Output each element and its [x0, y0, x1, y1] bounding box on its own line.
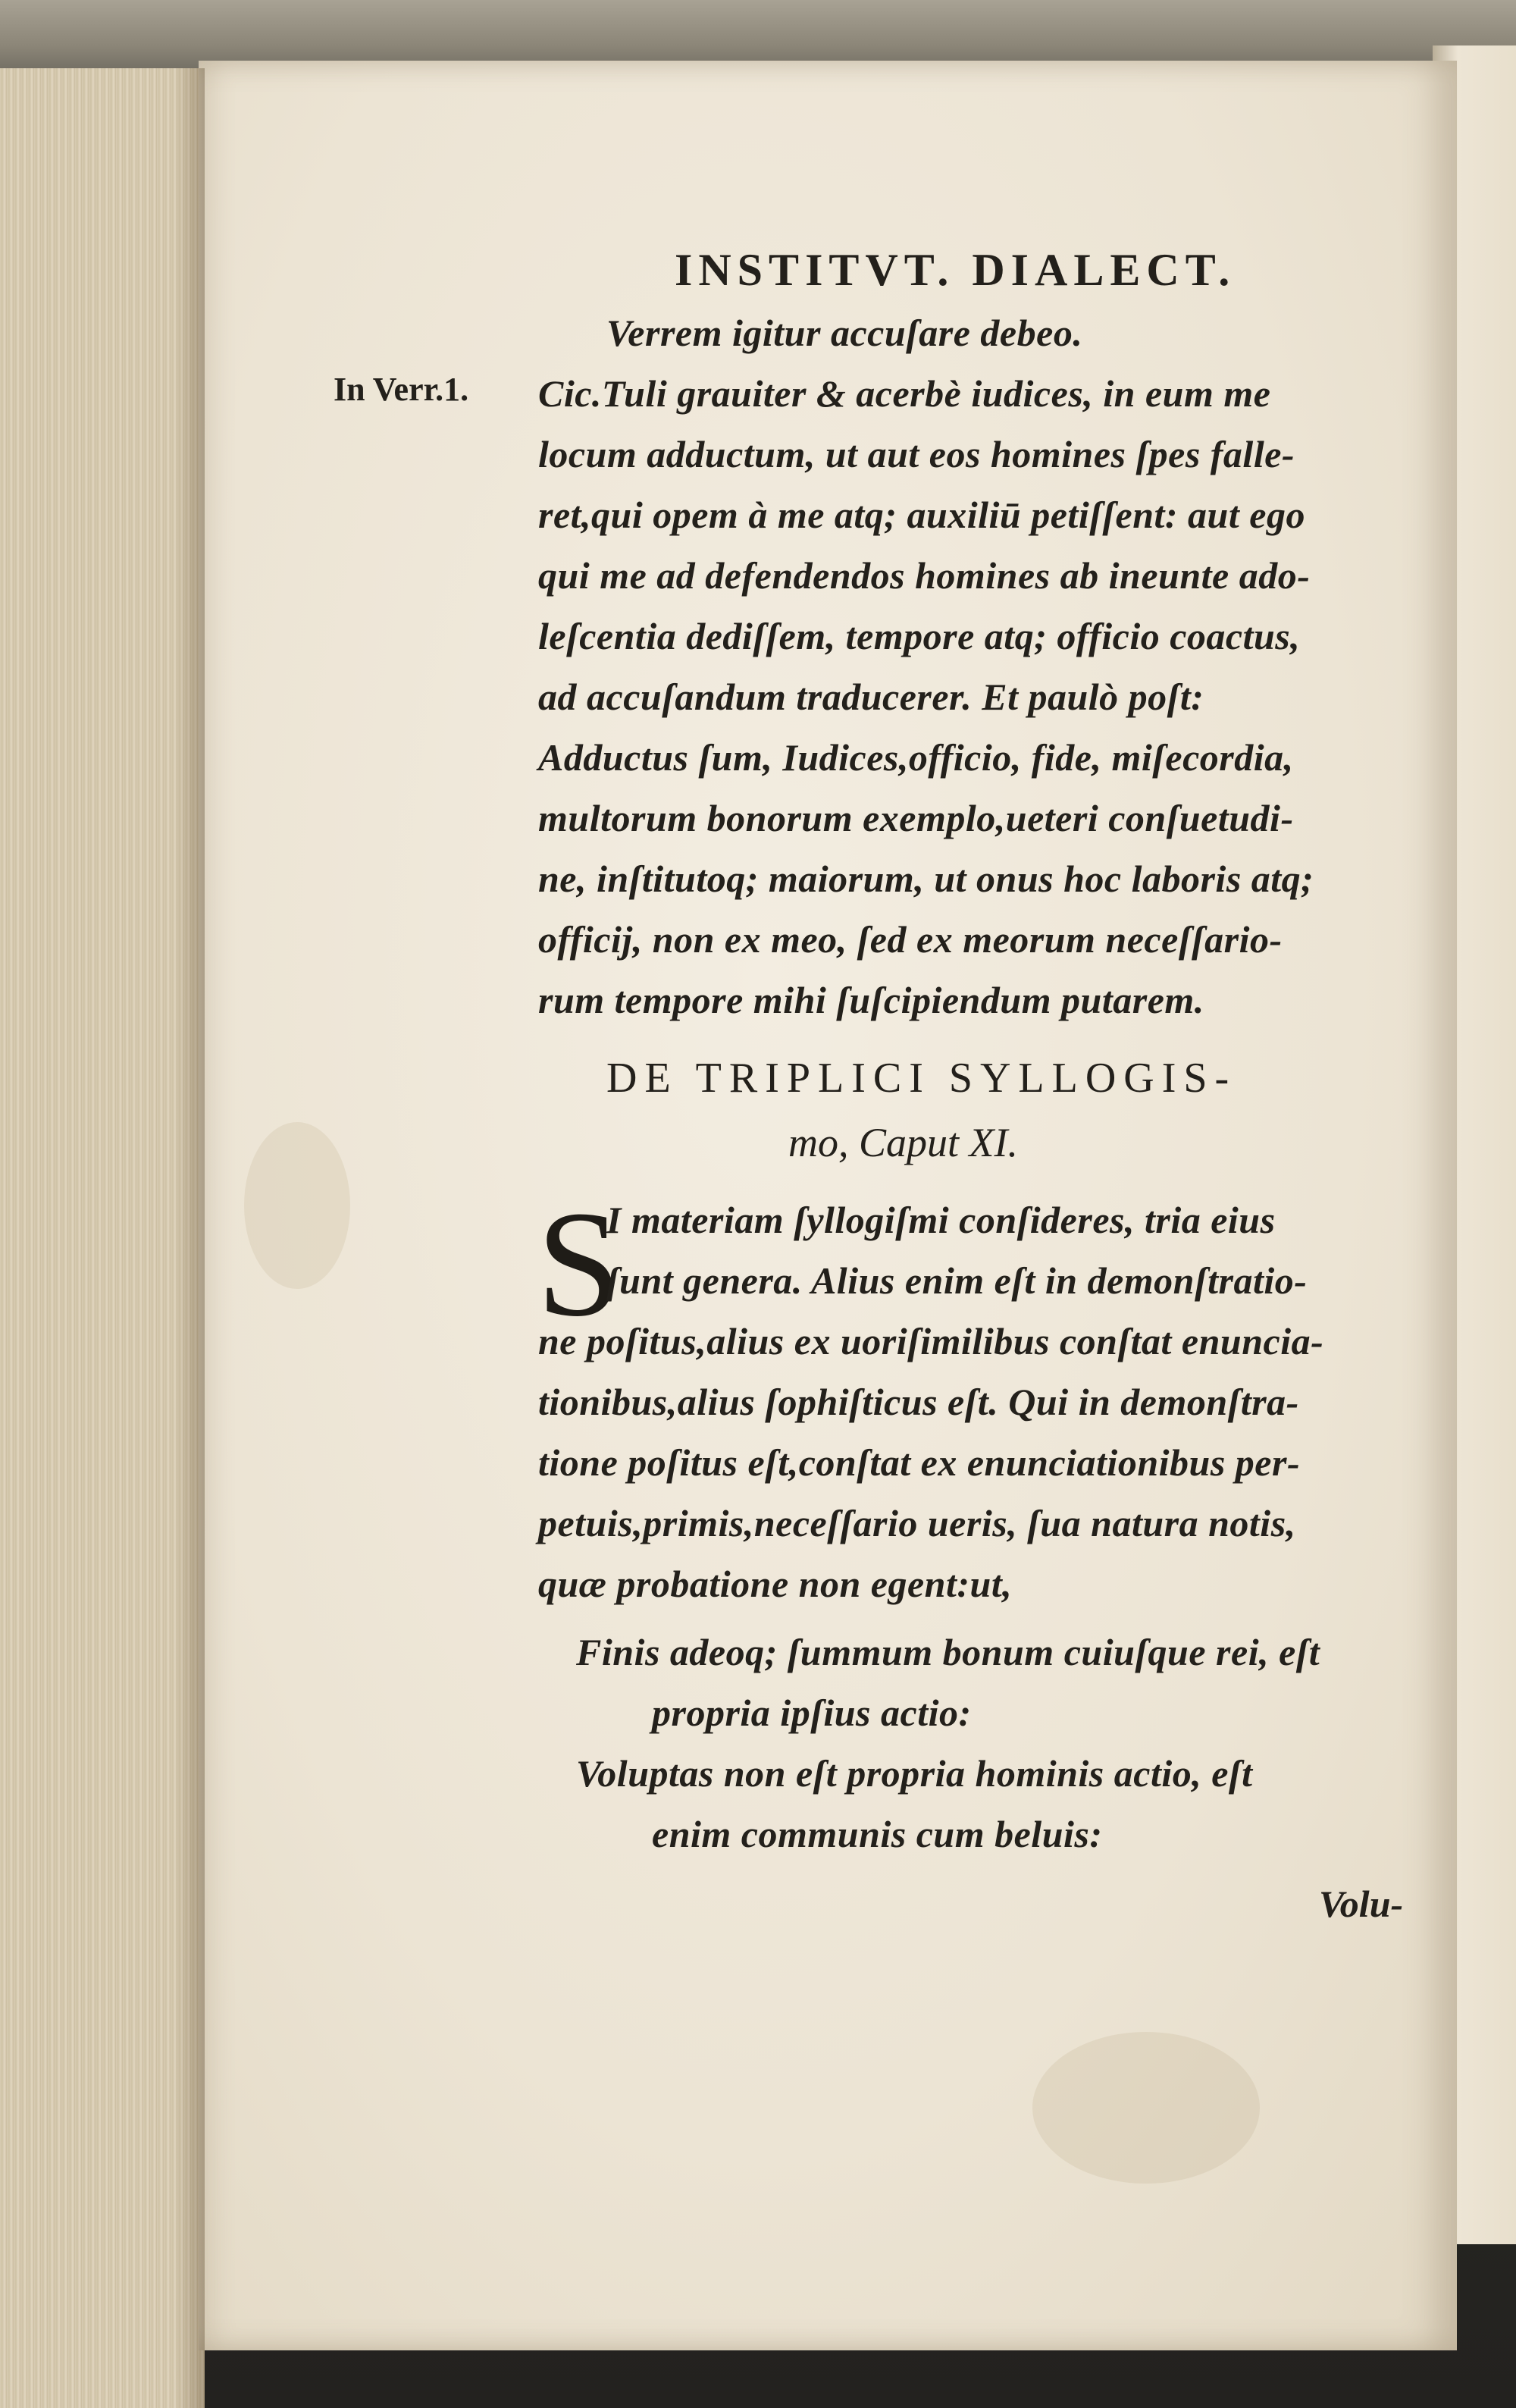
catchword: Volu-	[1319, 1883, 1404, 1925]
text-line: tionibus,alius ſophiſticus eſt. Qui in demonſtra-	[538, 1381, 1299, 1423]
margin-note: In Verr.1.	[334, 371, 469, 408]
text-line: ne, inſtitutoq; maiorum, ut onus hoc laboris atq;	[538, 858, 1314, 900]
text-line: ret,qui opem à me atq; auxiliū petiſſent: aut ego	[538, 494, 1305, 536]
example-line: Finis adeoq; ſummum bonum cuiuſque rei, eſt	[576, 1631, 1320, 1673]
text-line: Adductus ſum, Iudices,officio, fide, miſecordia,	[538, 736, 1294, 779]
text-line: qui me ad defendendos homines ab ineunte ado-	[538, 554, 1311, 597]
text-line: ad accuſandum traducerer. Et paulò poſt:	[538, 676, 1204, 718]
text-line: rum tempore mihi ſuſcipiendum putarem.	[538, 979, 1204, 1021]
text-line: Cic.Tuli grauiter & acerbè iudices, in eum me	[538, 372, 1271, 415]
text-line: officij, non ex meo, ſed ex meorum neceſſario-	[538, 918, 1283, 961]
text-line: ſunt genera. Alius enim eſt in demonſtratio-	[606, 1259, 1308, 1302]
gutter-shadow	[174, 68, 205, 2408]
text-line: locum adductum, ut aut eos homines ſpes falle-	[538, 433, 1295, 475]
text-line: petuis,primis,neceſſario ueris, ſua natura notis,	[538, 1502, 1296, 1544]
text-line: Verrem igitur accuſare debeo.	[606, 312, 1083, 354]
text-line: quæ probatione non egent:ut,	[538, 1563, 1013, 1605]
example-line: propria ipſius actio:	[652, 1692, 972, 1734]
running-head: INSTITVT. DIALECT.	[675, 245, 1236, 295]
text-line: I materiam ſyllogiſmi conſideres, tria eius	[606, 1199, 1276, 1241]
text-line: multorum bonorum exemplo,ueteri conſuetudi-	[538, 797, 1294, 839]
chapter-heading: DE TRIPLICI SYLLOGIS-	[606, 1055, 1237, 1102]
text-line: tione poſitus eſt,conſtat ex enunciationibus per-	[538, 1441, 1301, 1484]
text-line: ne poſitus,alius ex uoriſimilibus conſtat enuncia-	[538, 1320, 1324, 1362]
text-line: leſcentia dediſſem, tempore atq; officio coactus,	[538, 615, 1301, 657]
example-line: Voluptas non eſt propria hominis actio, eſt	[576, 1752, 1253, 1795]
paper-stain	[244, 1122, 350, 1289]
chapter-subheading: mo, Caput XI.	[788, 1120, 1018, 1165]
paper-stain	[1032, 2032, 1260, 2184]
example-line: enim communis cum beluis:	[652, 1813, 1103, 1855]
drop-cap: S	[537, 1180, 622, 1348]
